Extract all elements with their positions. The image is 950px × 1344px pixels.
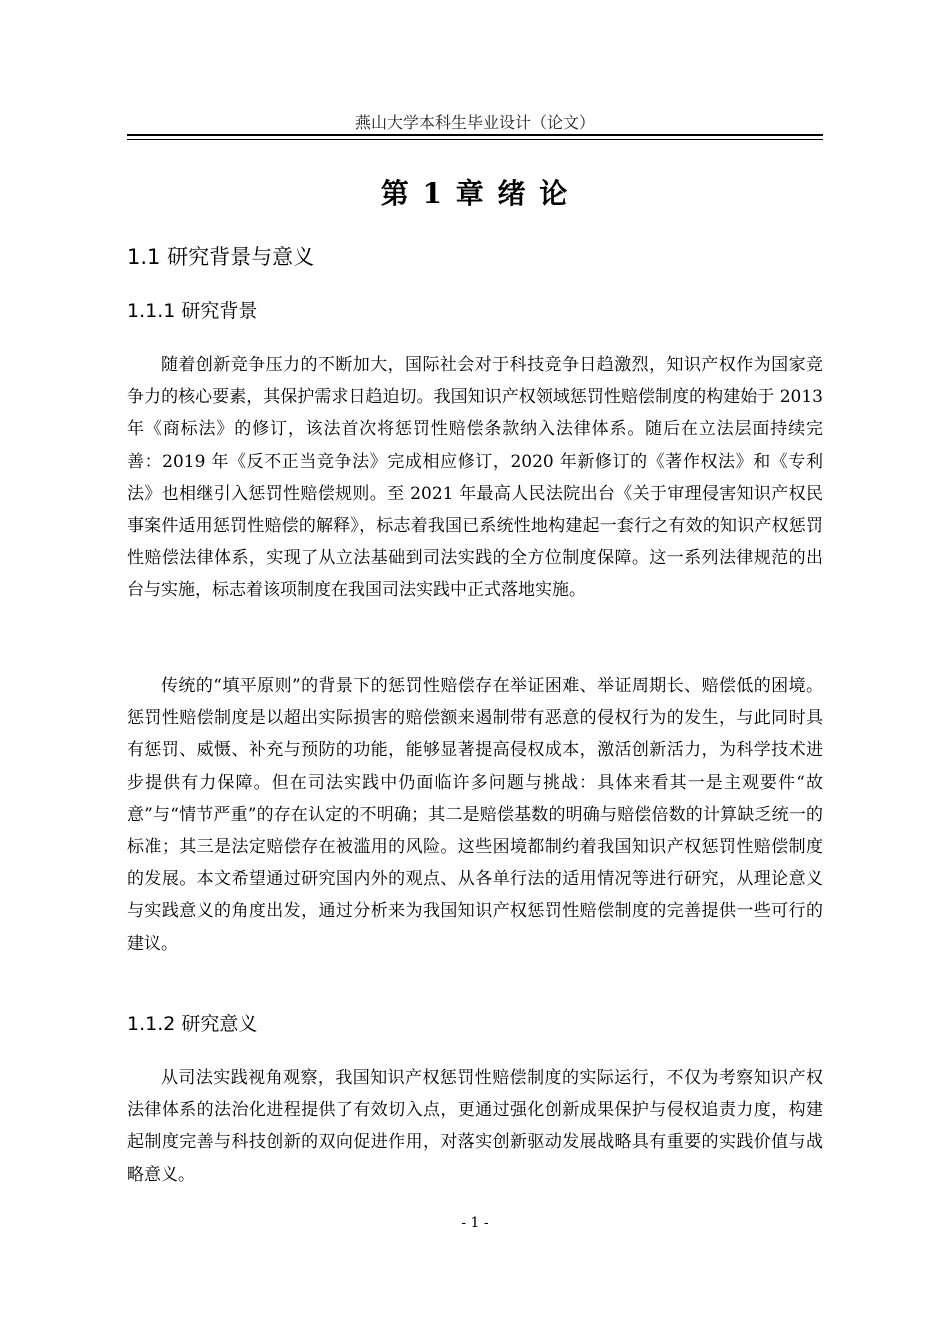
header-rule-thin — [127, 139, 823, 140]
section-heading-1-1-2: 1.1.2 研究意义 — [127, 1013, 258, 1035]
section-heading-1-1: 1.1 研究背景与意义 — [127, 245, 315, 269]
paragraph-background-2: 传统的“填平原则”的背景下的惩罚性赔偿存在举证困难、举证周期长、赔偿低的困境。惩罚性赔偿制度是以超出实际损害的赔偿额来遏制带有恶意的侵权行为的发生，与此同时具有惩罚、威慑、补充与预防的功能，能够显著提高侵权成本，激活创新活力，为科学技术进步提供有力保障。但在司法实践中仍面临许多问题与挑战：具体来看其一是主观要件“故意”与“情节严重”的存在认定的不明确；其二是赔偿基数的明确与赔偿倍数的计算缺乏统一的标准；其三是法定赔偿存在被滥用的风险。这些困境都制约着我国知识产权惩罚性赔偿制度的发展。本文希望通过研究国内外的观点、从各单行法的适用情况等进行研究，从理论意义与实践意义的角度出发，通过分析来为我国知识产权惩罚性赔偿制度的完善提供一些可行的建议。 — [127, 676, 823, 954]
section-heading-1-1-1: 1.1.1 研究背景 — [127, 300, 258, 322]
paragraph-background-1: 随着创新竞争压力的不断加大，国际社会对于科技竞争日趋激烈，知识产权作为国家竞争力的核心要素，其保护需求日趋迫切。我国知识产权领域惩罚性赔偿制度的构建始于 2013 年《商标法》的修订，该法首次将惩罚性赔偿条款纳入法律体系。随后在立法层面持续完善：2019 年《反不正当竞争法》完成相应修订，2020 年新修订的《著作权法》和《专利法》也相继引入惩罚性赔偿规则。至 2021 年最高人民法院出台《关于审理侵害知识产权民事案件适用惩罚性赔偿的解释》，标志着我国已系统性地构建起一套行之有效的知识产权惩罚性赔偿法律体系，实现了从立法基础到司法实践的全方位制度保障。这一系列法律规范的出台与实施，标志着该项制度在我国司法实践中正式落地实施。 — [127, 355, 823, 601]
page-number: - 1 - — [461, 1215, 489, 1231]
header-rule-thick — [127, 134, 823, 136]
running-header: 燕山大学本科生毕业设计（论文） — [354, 113, 595, 132]
chapter-title: 第 1 章 绪 论 — [380, 177, 570, 210]
paragraph-significance-1: 从司法实践视角观察，我国知识产权惩罚性赔偿制度的实际运行，不仅为考察知识产权法律体系的法治化进程提供了有效切入点，更通过强化创新成果保护与侵权追责力度，构建起制度完善与科技创新的双向促进作用，对落实创新驱动发展战略具有重要的实践价值与战略意义。 — [127, 1068, 823, 1185]
